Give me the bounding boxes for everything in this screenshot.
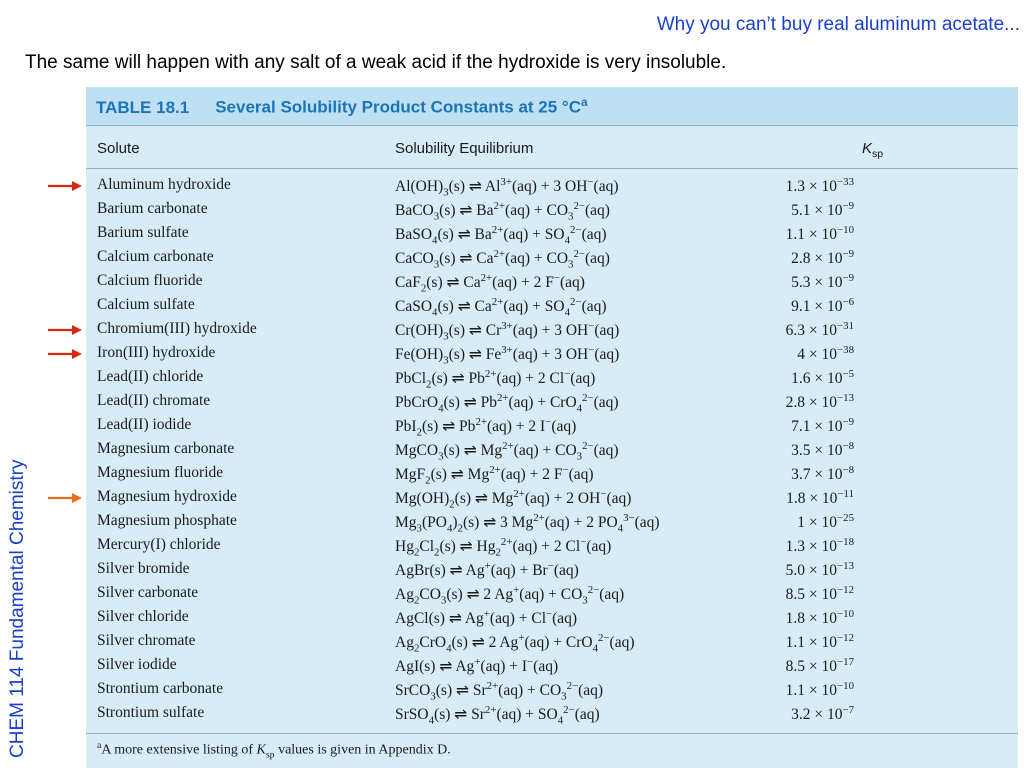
table-row — [86, 270, 1018, 294]
header-rule — [86, 125, 1018, 126]
table-row — [86, 558, 1018, 582]
solute-cell: Lead(II) iodide — [97, 416, 192, 433]
table-row — [86, 678, 1018, 702]
equilibrium-cell: CaSO$_4$(s) ⇌ $Ca^{2+}(aq) + SO_4^{2-}(aq)$ — [395, 296, 607, 319]
ksp-cell: $1.3 \times 10^{-33}$ — [785, 176, 854, 196]
solute-cell: Silver chromate — [97, 632, 196, 649]
equilibrium-cell: $Cr(OH)_3(s)$ ⇌ $Cr^{3+}(aq) + 3$ OH−(aq) — [395, 320, 620, 343]
ksp-cell: $4 \times 10^{-38}$ — [797, 344, 854, 364]
equilibrium-cell: PbI$_2$(s) ⇌ $Pb^{2+}(aq) + 2$ I−(aq) — [395, 416, 577, 439]
ksp-cell: $1 \times 10^{-25}$ — [797, 512, 854, 532]
solute-cell: Magnesium carbonate — [97, 440, 235, 457]
right-arrow-icon — [48, 348, 82, 360]
equilibrium-cell: $Mg_3(PO_4)_2(s)$ ⇌ 3 $Mg^{2+}(aq) + 2$ $PO_4^{3-}(aq)$ — [395, 512, 660, 535]
equilibrium-cell: $Hg_2Cl_2(s)$ ⇌ $Hg_2^{2+}(aq) + 2$ Cl−(aq) — [395, 536, 612, 559]
slide-subtitle: The same will happen with any salt of a weak acid if the hydroxide is very insoluble. — [25, 52, 727, 73]
table-caption — [96, 95, 588, 118]
table-row — [86, 702, 1018, 726]
equilibrium-cell: $Mg(OH)_2(s)$ ⇌ $Mg^{2+}(aq) + 2$ OH−(aq) — [395, 488, 632, 511]
ksp-cell: $7.1 \times 10^{-9}$ — [791, 416, 854, 436]
table-row — [86, 510, 1018, 534]
solute-cell: Magnesium phosphate — [97, 512, 237, 529]
solute-cell: Strontium sulfate — [97, 704, 205, 721]
table-row — [86, 246, 1018, 270]
solute-cell: Strontium carbonate — [97, 680, 224, 697]
column-header-solute: Solute — [97, 140, 140, 157]
table-row — [86, 438, 1018, 462]
equilibrium-cell: SrSO$_4$(s) ⇌ $Sr^{2+}(aq) + SO_4^{2-}(aq)$ — [395, 704, 600, 727]
table-row — [86, 318, 1018, 342]
ksp-cell: $2.8 \times 10^{-9}$ — [791, 248, 854, 268]
ksp-cell: $1.6 \times 10^{-5}$ — [791, 368, 854, 388]
ksp-cell: $6.3 \times 10^{-31}$ — [785, 320, 854, 340]
solute-cell: Calcium carbonate — [97, 248, 214, 265]
table-row — [86, 606, 1018, 630]
table-row — [86, 534, 1018, 558]
equilibrium-cell: $Fe(OH)_3(s)$ ⇌ $Fe^{3+}(aq) + 3$ OH−(aq) — [395, 344, 620, 367]
solute-cell: Aluminum hydroxide — [97, 176, 231, 193]
table-body — [86, 174, 1018, 726]
equilibrium-cell: BaSO$_4$(s) ⇌ $Ba^{2+}(aq) + SO_4^{2-}(aq)$ — [395, 224, 607, 247]
equilibrium-cell: SrCO$_3$(s) ⇌ $Sr^{2+}(aq) + CO_3^{2-}(aq)$ — [395, 680, 604, 703]
table-row — [86, 486, 1018, 510]
equilibrium-cell: MgCO$_3$(s) ⇌ $Mg^{2+}(aq) + CO_3^{2-}(aq)$ — [395, 440, 619, 463]
table-row — [86, 654, 1018, 678]
solute-cell: Silver carbonate — [97, 584, 199, 601]
ksp-cell: $1.1 \times 10^{-10}$ — [785, 680, 854, 700]
ksp-cell: $3.5 \times 10^{-8}$ — [791, 440, 854, 460]
equilibrium-cell: CaCO$_3$(s) ⇌ $Ca^{2+}(aq) + CO_3^{2-}(aq)$ — [395, 248, 610, 271]
table-row — [86, 366, 1018, 390]
solute-cell: Lead(II) chromate — [97, 392, 211, 409]
right-arrow-icon — [48, 324, 82, 336]
table-row — [86, 222, 1018, 246]
right-arrow-icon — [48, 180, 82, 192]
ksp-cell: $8.5 \times 10^{-17}$ — [785, 656, 854, 676]
solute-cell: Iron(III) hydroxide — [97, 344, 216, 361]
ksp-cell: $1.1 \times 10^{-12}$ — [785, 632, 854, 652]
ksp-cell: $2.8 \times 10^{-13}$ — [785, 392, 854, 412]
table-row — [86, 390, 1018, 414]
solute-cell: Lead(II) chloride — [97, 368, 204, 385]
equilibrium-cell: AgCl(s) ⇌ Ag+(aq) + Cl−(aq) — [395, 608, 578, 628]
solute-cell: Barium sulfate — [97, 224, 189, 241]
solute-cell: Magnesium fluoride — [97, 464, 224, 481]
table-caption-bar — [86, 87, 1018, 125]
ksp-cell: $9.1 \times 10^{-6}$ — [791, 296, 854, 316]
solute-cell: Silver bromide — [97, 560, 190, 577]
equilibrium-cell: $Al(OH)_3(s)$ ⇌ $Al^{3+}(aq) + 3$ OH−(aq) — [395, 176, 619, 199]
slide-header-title: Why you can’t buy real aluminum acetate... — [656, 14, 1020, 35]
ksp-cell: $3.2 \times 10^{-7}$ — [791, 704, 854, 724]
ksp-cell: $1.1 \times 10^{-10}$ — [785, 224, 854, 244]
column-header-rule — [86, 168, 1018, 169]
table-row — [86, 198, 1018, 222]
table-title: Several Solubility Product Constants at 25 °C — [215, 97, 581, 117]
solubility-table — [86, 87, 1018, 768]
equilibrium-cell: $Ag_2CrO_4(s)$ ⇌ 2 Ag+(aq) + CrO$_4^{2-}$(aq) — [395, 632, 635, 655]
column-header-ksp: $K_{sp}$ — [862, 140, 884, 160]
column-header-equilibrium: Solubility Equilibrium — [395, 140, 534, 157]
solute-cell: Chromium(III) hydroxide — [97, 320, 257, 337]
equilibrium-cell: $Ag_2CO_3(s)$ ⇌ 2 $Ag^+(aq) + CO_3^{2-}(aq)$ — [395, 584, 625, 607]
ksp-cell: $5.3 \times 10^{-9}$ — [791, 272, 854, 292]
solute-cell: Barium carbonate — [97, 200, 208, 217]
equilibrium-cell: BaCO$_3$(s) ⇌ $Ba^{2+}(aq) + CO_3^{2-}(aq)$ — [395, 200, 610, 223]
solute-cell: Calcium sulfate — [97, 296, 195, 313]
equilibrium-cell: MgF$_2$(s) ⇌ $Mg^{2+}(aq) + 2$ F−(aq) — [395, 464, 594, 487]
solute-cell: Silver chloride — [97, 608, 189, 625]
right-arrow-icon — [48, 492, 82, 504]
table-row — [86, 342, 1018, 366]
table-row — [86, 414, 1018, 438]
equilibrium-cell: PbCrO$_4$(s) ⇌ $Pb^{2+}(aq) + CrO_4^{2-}(aq)$ — [395, 392, 619, 415]
table-row — [86, 582, 1018, 606]
ksp-cell: $1.3 \times 10^{-18}$ — [785, 536, 854, 556]
equilibrium-cell: AgI(s) ⇌ Ag+(aq) + I−(aq) — [395, 656, 559, 676]
ksp-cell: $1.8 \times 10^{-10}$ — [785, 608, 854, 628]
solute-cell: Magnesium hydroxide — [97, 488, 237, 505]
ksp-cell: $8.5 \times 10^{-12}$ — [785, 584, 854, 604]
table-title-footnote-mark: a — [581, 95, 588, 109]
equilibrium-cell: PbCl$_2$(s) ⇌ $Pb^{2+}(aq) + 2$ Cl−(aq) — [395, 368, 596, 391]
solute-cell: Calcium fluoride — [97, 272, 203, 289]
solute-cell: Silver iodide — [97, 656, 177, 673]
ksp-cell: $5.1 \times 10^{-9}$ — [791, 200, 854, 220]
table-row — [86, 630, 1018, 654]
equilibrium-cell: AgBr(s) ⇌ Ag+(aq) + Br−(aq) — [395, 560, 579, 580]
table-row — [86, 174, 1018, 198]
table-footnote: $^a$A more extensive listing of $K_{sp}$ values is given in Appendix D. — [97, 740, 451, 761]
ksp-cell: $5.0 \times 10^{-13}$ — [785, 560, 854, 580]
course-side-label: CHEM 114 Fundamental Chemistry — [7, 459, 28, 758]
table-row — [86, 462, 1018, 486]
table-row — [86, 294, 1018, 318]
equilibrium-cell: CaF$_2$(s) ⇌ $Ca^{2+}(aq) + 2$ F−(aq) — [395, 272, 585, 295]
footer-rule — [86, 733, 1018, 734]
table-number: TABLE 18.1 — [96, 97, 190, 117]
solute-cell: Mercury(I) chloride — [97, 536, 221, 553]
ksp-cell: $3.7 \times 10^{-8}$ — [791, 464, 854, 484]
ksp-cell: $1.8 \times 10^{-11}$ — [786, 488, 854, 508]
